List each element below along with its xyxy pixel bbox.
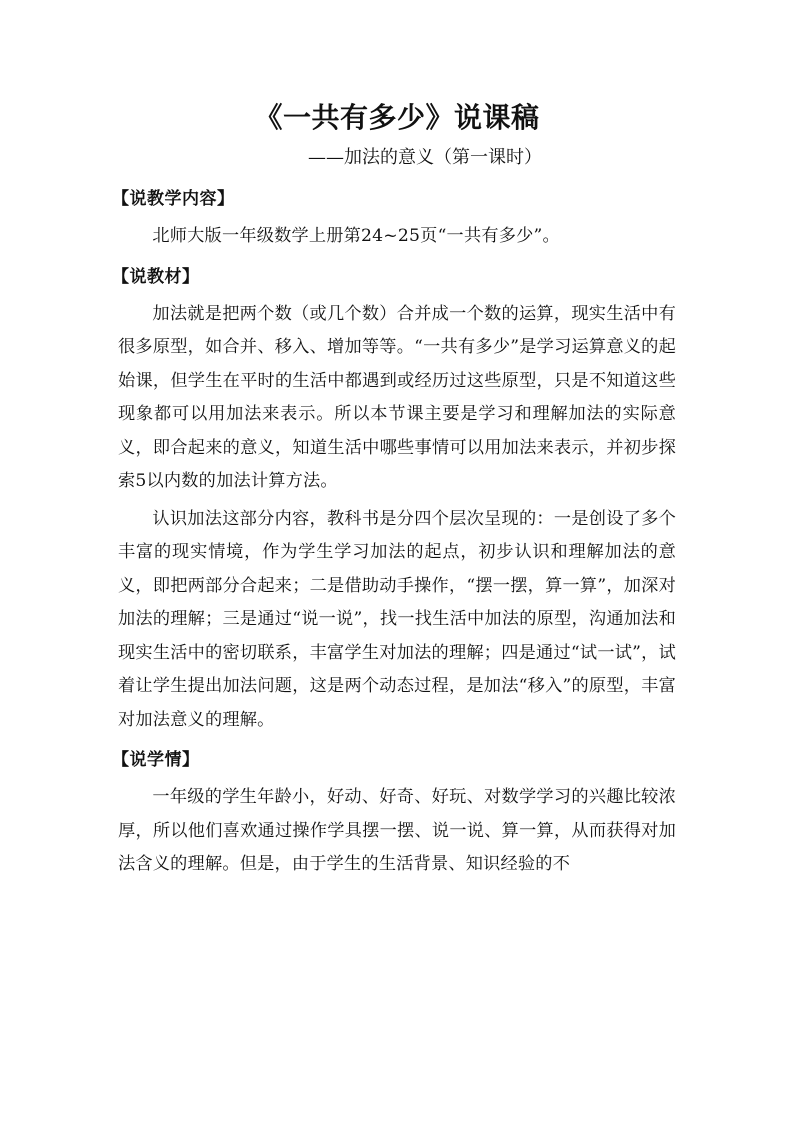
paragraph-content: 北师大版一年级数学上册第24~25页“一共有多少”。 [152, 226, 560, 246]
section-heading-textbook: 【说教材】 [112, 266, 200, 287]
paragraph-textbook-1: 加法就是把两个数（或几个数）合并成一个数的运算，现实生活中有很多原型，如合并、移入、增加等等。“一共有多少”是学习运算意义的起始课，但学生在平时的生活中都遇到或经历过这些原型，只是不知道这些现象都可以用加法来表示。所以本节课主要是学习和理解加法的实际意义，即合起来的意义，知道生活中哪些事情可以用加法来表示，并初步探索5以内数的加法计算方法。 [118, 303, 676, 491]
section-heading-students: 【说学情】 [112, 750, 200, 770]
section-heading-content: 【说教学内容】 [112, 189, 235, 209]
paragraph-textbook-2: 认识加法这部分内容，教科书是分四个层次呈现的：一是创设了多个丰富的现实情境，作为学生学习加法的起点，初步认识和理解加法的意义，即把两部分合起来；二是借助动手操作，“摆一摆，算一算”，加深对加法的理解；三是通过“说一说”，找一找生活中加法的原型，沟通加法和现实生活中的密切联系，丰富学生对加法的理解；四是通过“试一试”，试着让学生提出加法问题，这是两个动态过程，是加法“移入”的原型，丰富对加法意义的理解。 [118, 508, 676, 730]
paragraph-students: 一年级的学生年龄小，好动、好奇、好玩、对数学学习的兴趣比较浓厚，所以他们喜欢通过操作学具摆一摆、说一说、算一算，从而获得对加法含义的理解。但是，由于学生的生活背景、知识经验的不 [118, 787, 676, 874]
document-body [112, 182, 676, 881]
document-subtitle: ——加法的意义（第一课时） [308, 147, 542, 168]
document-title: 《一共有多少》说课稿 [254, 101, 540, 134]
